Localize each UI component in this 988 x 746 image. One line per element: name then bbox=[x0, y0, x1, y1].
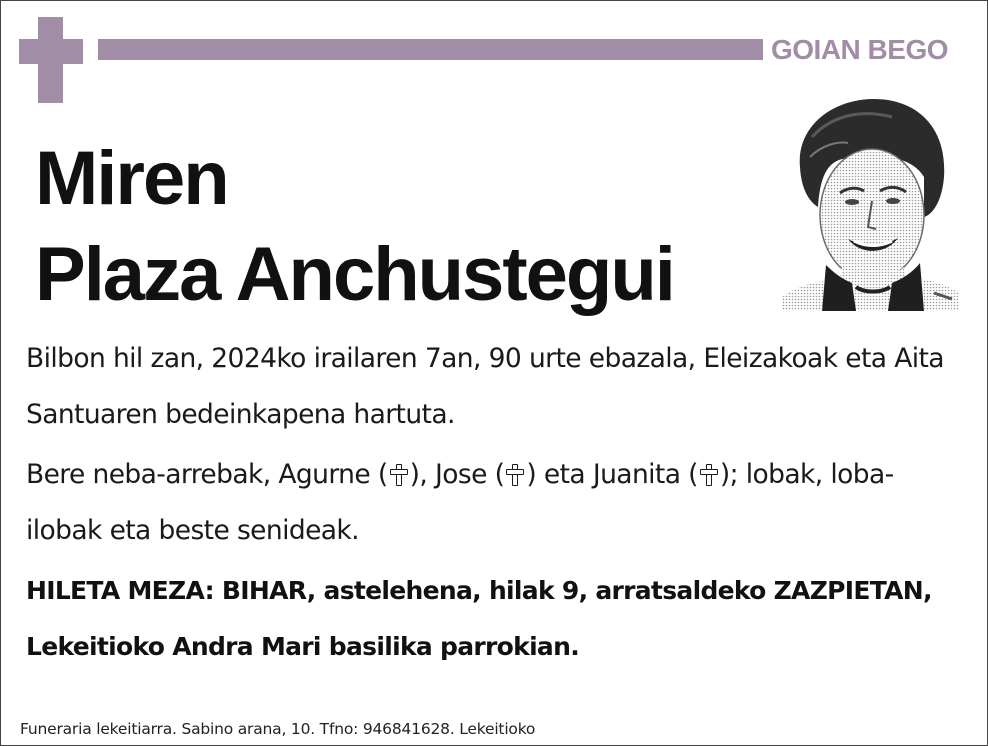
portrait-photo bbox=[782, 97, 959, 311]
surnames: Plaza Anchustegui bbox=[35, 232, 674, 317]
cross-icon bbox=[19, 17, 83, 103]
notice-body bbox=[26, 331, 966, 675]
parish-label: GOIAN BEGO bbox=[771, 34, 949, 65]
sibling-name: Juanita bbox=[592, 459, 681, 490]
first-name: Miren bbox=[35, 136, 228, 221]
death-notice-text: Bilbon hil zan, 2024ko irailaren 7an, 90 urte ebazala, Eleizakoak eta Aita Santuaren bedeinkapena hartuta. bbox=[26, 343, 944, 430]
funeral-home-credit: Funeraria lekeitiarra. Sabino arana, 10. Tfno: 946841628. Lekeitioko bbox=[20, 720, 536, 738]
deceased-name bbox=[35, 131, 755, 323]
family-text: Bere neba-arrebak, Agurne ( ), Jose ( ) eta Juanita ( ); lobak, loba-ilobak eta beste senideak. bbox=[26, 459, 894, 546]
sibling-name: Agurne bbox=[278, 459, 371, 490]
funeral-mass-text: HILETA MEZA: BIHAR, astelehena, hilak 9, arratsaldeko ZAZPIETAN, Lekeitioko Andra Mari basilika parrokian. bbox=[26, 576, 932, 661]
latin-cross-icon bbox=[390, 464, 408, 486]
header-rule bbox=[98, 39, 763, 60]
sibling-name: Jose bbox=[435, 459, 487, 490]
latin-cross-icon bbox=[506, 464, 524, 486]
latin-cross-icon bbox=[700, 464, 718, 486]
